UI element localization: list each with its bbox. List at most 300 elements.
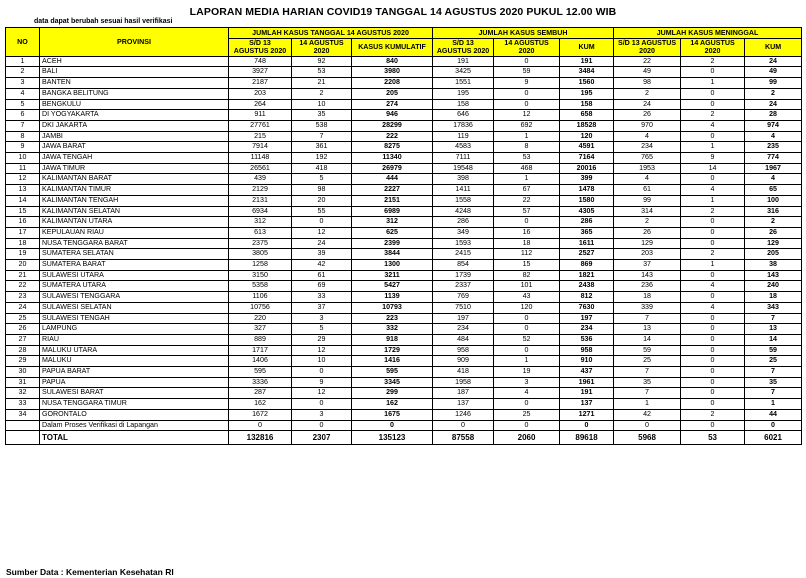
header-kasus-kumulatif: KASUS KUMULATIF [352, 38, 433, 56]
cell-kasus-14: 69 [292, 281, 352, 292]
table-row [6, 99, 802, 110]
cell-provinsi: SULAWESI TENGGARA [40, 292, 229, 303]
table-row [6, 174, 802, 185]
cell-provinsi: JAWA BARAT [40, 142, 229, 153]
cell-sembuh-kum: 191 [560, 56, 614, 67]
cell-sembuh-sd13: 7510 [433, 302, 494, 313]
cell-no: 17 [6, 227, 40, 238]
cell-kasus-kumulatif: 3844 [352, 249, 433, 260]
report-title: LAPORAN MEDIA HARIAN COVID19 TANGGAL 14 AGUSTUS 2020 PUKUL 12.00 WIB [189, 6, 617, 18]
table-row [6, 56, 802, 67]
header-group-meninggal: JUMLAH KASUS MENINGGAL [614, 28, 802, 39]
cell-meninggal-sd13: 14 [614, 334, 681, 345]
cell-kasus-sd13: 220 [229, 313, 292, 324]
cell-kasus-14: 12 [292, 345, 352, 356]
cell-kasus-kumulatif: 6989 [352, 206, 433, 217]
cell-sembuh-kum: 89618 [560, 431, 614, 445]
cell-sembuh-14: 52 [494, 334, 560, 345]
cell-sembuh-sd13: 1593 [433, 238, 494, 249]
cell-no: 10 [6, 153, 40, 164]
cell-meninggal-sd13: 49 [614, 67, 681, 78]
cell-meninggal-14: 0 [681, 270, 745, 281]
cell-sembuh-14: 120 [494, 302, 560, 313]
cell-no: 33 [6, 399, 40, 410]
header-no: NO [6, 28, 40, 57]
cell-sembuh-sd13: 909 [433, 356, 494, 367]
table-row [6, 420, 802, 431]
cell-meninggal-14: 0 [681, 99, 745, 110]
cell-kasus-kumulatif: 840 [352, 56, 433, 67]
cell-meninggal-kum: 26 [745, 227, 802, 238]
cell-kasus-14: 3 [292, 313, 352, 324]
cell-kasus-14: 33 [292, 292, 352, 303]
cell-sembuh-kum: 7164 [560, 153, 614, 164]
cell-sembuh-14: 8 [494, 142, 560, 153]
table-row [6, 409, 802, 420]
cell-sembuh-kum: 158 [560, 99, 614, 110]
cell-kasus-14: 3 [292, 409, 352, 420]
cell-meninggal-kum: 49 [745, 67, 802, 78]
cell-kasus-kumulatif: 135123 [352, 431, 433, 445]
cell-kasus-kumulatif: 0 [352, 420, 433, 431]
cell-kasus-kumulatif: 2151 [352, 195, 433, 206]
cell-kasus-sd13: 7914 [229, 142, 292, 153]
cell-meninggal-kum: 774 [745, 153, 802, 164]
covid-report-table [5, 27, 802, 445]
cell-meninggal-sd13: 59 [614, 345, 681, 356]
cell-meninggal-14: 0 [681, 88, 745, 99]
cell-no: 12 [6, 174, 40, 185]
cell-meninggal-kum: 2 [745, 217, 802, 228]
cell-sembuh-14: 0 [494, 399, 560, 410]
cell-meninggal-sd13: 2 [614, 88, 681, 99]
cell-sembuh-kum: 234 [560, 324, 614, 335]
cell-meninggal-sd13: 26 [614, 227, 681, 238]
cell-kasus-sd13: 1258 [229, 260, 292, 271]
cell-kasus-14: 418 [292, 163, 352, 174]
cell-meninggal-sd13: 339 [614, 302, 681, 313]
cell-sembuh-kum: 4591 [560, 142, 614, 153]
cell-provinsi: KALIMANTAN TIMUR [40, 185, 229, 196]
cell-meninggal-kum: 7 [745, 313, 802, 324]
cell-kasus-14: 42 [292, 260, 352, 271]
cell-provinsi: DKI JAKARTA [40, 120, 229, 131]
cell-meninggal-kum: 14 [745, 334, 802, 345]
cell-meninggal-kum: 343 [745, 302, 802, 313]
cell-meninggal-14: 1 [681, 78, 745, 89]
cell-kasus-14: 53 [292, 67, 352, 78]
cell-meninggal-14: 0 [681, 217, 745, 228]
cell-kasus-sd13: 613 [229, 227, 292, 238]
cell-meninggal-sd13: 26 [614, 110, 681, 121]
cell-no: 7 [6, 120, 40, 131]
cell-kasus-sd13: 595 [229, 367, 292, 378]
cell-kasus-sd13: 1672 [229, 409, 292, 420]
cell-kasus-14: 5 [292, 324, 352, 335]
cell-kasus-sd13: 2375 [229, 238, 292, 249]
cell-sembuh-sd13: 0 [433, 420, 494, 431]
cell-meninggal-sd13: 203 [614, 249, 681, 260]
cell-no: 24 [6, 302, 40, 313]
cell-kasus-kumulatif: 1675 [352, 409, 433, 420]
cell-meninggal-sd13: 2 [614, 217, 681, 228]
cell-kasus-kumulatif: 1139 [352, 292, 433, 303]
cell-sembuh-sd13: 197 [433, 313, 494, 324]
cell-kasus-14: 92 [292, 56, 352, 67]
cell-provinsi: JAWA TIMUR [40, 163, 229, 174]
cell-sembuh-sd13: 187 [433, 388, 494, 399]
cell-sembuh-kum: 958 [560, 345, 614, 356]
cell-sembuh-sd13: 854 [433, 260, 494, 271]
table-row [6, 388, 802, 399]
cell-provinsi: SULAWESI TENGAH [40, 313, 229, 324]
cell-sembuh-sd13: 234 [433, 324, 494, 335]
cell-provinsi: Dalam Proses Verifikasi di Lapangan [40, 420, 229, 431]
cell-meninggal-kum: 24 [745, 99, 802, 110]
cell-kasus-kumulatif: 625 [352, 227, 433, 238]
cell-provinsi: SUMATERA BARAT [40, 260, 229, 271]
cell-sembuh-14: 0 [494, 56, 560, 67]
cell-meninggal-14: 0 [681, 334, 745, 345]
cell-sembuh-kum: 191 [560, 388, 614, 399]
cell-no: 27 [6, 334, 40, 345]
header-meninggal-14: 14 AGUSTUS 2020 [681, 38, 745, 56]
cell-meninggal-sd13: 236 [614, 281, 681, 292]
table-row [6, 345, 802, 356]
cell-meninggal-14: 4 [681, 281, 745, 292]
cell-meninggal-kum: 4 [745, 174, 802, 185]
cell-meninggal-sd13: 1 [614, 399, 681, 410]
cell-sembuh-14: 1 [494, 174, 560, 185]
cell-meninggal-sd13: 5968 [614, 431, 681, 445]
cell-sembuh-sd13: 137 [433, 399, 494, 410]
table-row [6, 356, 802, 367]
cell-sembuh-14: 4 [494, 388, 560, 399]
cell-no: 34 [6, 409, 40, 420]
cell-no: 23 [6, 292, 40, 303]
table-row [6, 67, 802, 78]
cell-sembuh-sd13: 1958 [433, 377, 494, 388]
cell-sembuh-14: 19 [494, 367, 560, 378]
cell-sembuh-kum: 4305 [560, 206, 614, 217]
cell-meninggal-sd13: 13 [614, 324, 681, 335]
cell-kasus-kumulatif: 222 [352, 131, 433, 142]
cell-kasus-14: 12 [292, 388, 352, 399]
cell-kasus-14: 0 [292, 420, 352, 431]
cell-kasus-kumulatif: 918 [352, 334, 433, 345]
cell-sembuh-14: 0 [494, 324, 560, 335]
cell-kasus-14: 7 [292, 131, 352, 142]
cell-kasus-sd13: 10756 [229, 302, 292, 313]
cell-kasus-kumulatif: 274 [352, 99, 433, 110]
cell-no: 6 [6, 110, 40, 121]
cell-sembuh-kum: 197 [560, 313, 614, 324]
cell-provinsi: KALIMANTAN TENGAH [40, 195, 229, 206]
cell-meninggal-kum: 4 [745, 131, 802, 142]
cell-kasus-kumulatif: 1729 [352, 345, 433, 356]
cell-sembuh-sd13: 191 [433, 56, 494, 67]
cell-sembuh-sd13: 17836 [433, 120, 494, 131]
cell-kasus-14: 361 [292, 142, 352, 153]
cell-sembuh-14: 57 [494, 206, 560, 217]
cell-no: 31 [6, 377, 40, 388]
cell-meninggal-sd13: 37 [614, 260, 681, 271]
cell-sembuh-sd13: 4583 [433, 142, 494, 153]
cell-meninggal-14: 53 [681, 431, 745, 445]
header-meninggal-kum: KUM [745, 38, 802, 56]
cell-sembuh-14: 15 [494, 260, 560, 271]
cell-provinsi: RIAU [40, 334, 229, 345]
table-row [6, 334, 802, 345]
cell-no: 26 [6, 324, 40, 335]
cell-kasus-14: 2 [292, 88, 352, 99]
cell-meninggal-14: 0 [681, 227, 745, 238]
cell-meninggal-14: 0 [681, 292, 745, 303]
table-row [6, 249, 802, 260]
cell-kasus-kumulatif: 444 [352, 174, 433, 185]
cell-kasus-14: 24 [292, 238, 352, 249]
cell-kasus-14: 192 [292, 153, 352, 164]
cell-meninggal-14: 0 [681, 174, 745, 185]
cell-kasus-14: 98 [292, 185, 352, 196]
cell-kasus-kumulatif: 205 [352, 88, 433, 99]
cell-meninggal-kum: 316 [745, 206, 802, 217]
cell-kasus-sd13: 27761 [229, 120, 292, 131]
cell-provinsi: JAWA TENGAH [40, 153, 229, 164]
cell-kasus-14: 55 [292, 206, 352, 217]
cell-provinsi: SUMATERA SELATAN [40, 249, 229, 260]
cell-kasus-14: 0 [292, 217, 352, 228]
cell-kasus-kumulatif: 2227 [352, 185, 433, 196]
cell-kasus-14: 0 [292, 399, 352, 410]
cell-provinsi: ACEH [40, 56, 229, 67]
cell-kasus-sd13: 203 [229, 88, 292, 99]
cell-kasus-sd13: 3150 [229, 270, 292, 281]
cell-sembuh-14: 2060 [494, 431, 560, 445]
cell-sembuh-kum: 2527 [560, 249, 614, 260]
cell-sembuh-sd13: 2415 [433, 249, 494, 260]
cell-provinsi: NUSA TENGGARA TIMUR [40, 399, 229, 410]
cell-no: 19 [6, 249, 40, 260]
cell-kasus-kumulatif: 26979 [352, 163, 433, 174]
cell-provinsi: SULAWESI UTARA [40, 270, 229, 281]
cell-sembuh-14: 18 [494, 238, 560, 249]
cell-sembuh-kum: 2438 [560, 281, 614, 292]
cell-sembuh-kum: 195 [560, 88, 614, 99]
cell-no: 8 [6, 131, 40, 142]
cell-no: 3 [6, 78, 40, 89]
cell-provinsi: SUMATERA UTARA [40, 281, 229, 292]
cell-sembuh-14: 22 [494, 195, 560, 206]
cell-kasus-sd13: 327 [229, 324, 292, 335]
cell-kasus-14: 21 [292, 78, 352, 89]
cell-meninggal-kum: 205 [745, 249, 802, 260]
cell-kasus-kumulatif: 3345 [352, 377, 433, 388]
cell-sembuh-kum: 658 [560, 110, 614, 121]
table-row [6, 78, 802, 89]
cell-no: 22 [6, 281, 40, 292]
cell-sembuh-14: 101 [494, 281, 560, 292]
cell-meninggal-kum: 235 [745, 142, 802, 153]
cell-meninggal-sd13: 24 [614, 99, 681, 110]
cell-no: 1 [6, 56, 40, 67]
cell-sembuh-kum: 365 [560, 227, 614, 238]
cell-kasus-sd13: 162 [229, 399, 292, 410]
cell-meninggal-kum: 65 [745, 185, 802, 196]
cell-sembuh-sd13: 646 [433, 110, 494, 121]
cell-kasus-sd13: 1406 [229, 356, 292, 367]
cell-sembuh-sd13: 286 [433, 217, 494, 228]
table-body [6, 56, 802, 445]
cell-meninggal-sd13: 7 [614, 367, 681, 378]
table-row [6, 324, 802, 335]
cell-no: 16 [6, 217, 40, 228]
cell-meninggal-14: 0 [681, 67, 745, 78]
cell-kasus-sd13: 264 [229, 99, 292, 110]
cell-meninggal-sd13: 0 [614, 420, 681, 431]
cell-kasus-sd13: 215 [229, 131, 292, 142]
table-row [6, 153, 802, 164]
cell-meninggal-14: 4 [681, 302, 745, 313]
cell-meninggal-14: 2 [681, 110, 745, 121]
cell-kasus-14: 39 [292, 249, 352, 260]
cell-meninggal-kum: 143 [745, 270, 802, 281]
cell-meninggal-kum: 59 [745, 345, 802, 356]
cell-provinsi: LAMPUNG [40, 324, 229, 335]
cell-meninggal-14: 4 [681, 120, 745, 131]
cell-sembuh-sd13: 87558 [433, 431, 494, 445]
cell-no [6, 420, 40, 431]
cell-sembuh-kum: 910 [560, 356, 614, 367]
cell-meninggal-14: 0 [681, 367, 745, 378]
cell-sembuh-14: 82 [494, 270, 560, 281]
cell-sembuh-kum: 1611 [560, 238, 614, 249]
cell-meninggal-kum: 44 [745, 409, 802, 420]
table-row [6, 206, 802, 217]
cell-kasus-kumulatif: 332 [352, 324, 433, 335]
cell-provinsi: JAMBI [40, 131, 229, 142]
cell-kasus-sd13: 1717 [229, 345, 292, 356]
header-sembuh-sd13: S/D 13 AGUSTUS 2020 [433, 38, 494, 56]
cell-meninggal-14: 0 [681, 377, 745, 388]
cell-sembuh-kum: 812 [560, 292, 614, 303]
cell-kasus-kumulatif: 8275 [352, 142, 433, 153]
table-row [6, 313, 802, 324]
cell-sembuh-kum: 1271 [560, 409, 614, 420]
cell-no: 28 [6, 345, 40, 356]
cell-sembuh-kum: 20016 [560, 163, 614, 174]
cell-meninggal-14: 0 [681, 399, 745, 410]
cell-sembuh-sd13: 195 [433, 88, 494, 99]
cell-kasus-14: 2307 [292, 431, 352, 445]
cell-provinsi: BALI [40, 67, 229, 78]
cell-kasus-14: 9 [292, 377, 352, 388]
cell-kasus-sd13: 2187 [229, 78, 292, 89]
cell-kasus-sd13: 439 [229, 174, 292, 185]
cell-kasus-kumulatif: 162 [352, 399, 433, 410]
cell-meninggal-kum: 7 [745, 388, 802, 399]
cell-provinsi: KALIMANTAN SELATAN [40, 206, 229, 217]
cell-provinsi: KEPULAUAN RIAU [40, 227, 229, 238]
cell-kasus-sd13: 2131 [229, 195, 292, 206]
header-sembuh-kum: KUM [560, 38, 614, 56]
cell-provinsi: NUSA TENGGARA BARAT [40, 238, 229, 249]
cell-sembuh-kum: 0 [560, 420, 614, 431]
cell-provinsi: SULAWESI BARAT [40, 388, 229, 399]
cell-kasus-sd13: 889 [229, 334, 292, 345]
cell-sembuh-sd13: 398 [433, 174, 494, 185]
cell-meninggal-14: 1 [681, 195, 745, 206]
cell-sembuh-kum: 536 [560, 334, 614, 345]
cell-sembuh-sd13: 1739 [433, 270, 494, 281]
cell-kasus-14: 35 [292, 110, 352, 121]
table-row [6, 88, 802, 99]
cell-kasus-kumulatif: 1416 [352, 356, 433, 367]
cell-meninggal-sd13: 765 [614, 153, 681, 164]
table-row [6, 142, 802, 153]
table-row [6, 270, 802, 281]
cell-meninggal-14: 0 [681, 356, 745, 367]
table-row [6, 227, 802, 238]
cell-meninggal-kum: 2 [745, 88, 802, 99]
source-note: Sumber Data : Kementerian Kesehatan RI [6, 567, 174, 577]
cell-meninggal-sd13: 7 [614, 388, 681, 399]
cell-sembuh-sd13: 958 [433, 345, 494, 356]
header-meninggal-sd13: S/D 13 AGUSTUS 2020 [614, 38, 681, 56]
cell-provinsi: DI YOGYAKARTA [40, 110, 229, 121]
cell-meninggal-14: 14 [681, 163, 745, 174]
header-sembuh-14: 14 AGUSTUS 2020 [494, 38, 560, 56]
cell-sembuh-sd13: 158 [433, 99, 494, 110]
cell-no: 29 [6, 356, 40, 367]
cell-sembuh-sd13: 119 [433, 131, 494, 142]
table-row [6, 110, 802, 121]
cell-kasus-sd13: 287 [229, 388, 292, 399]
cell-kasus-kumulatif: 2208 [352, 78, 433, 89]
cell-kasus-sd13: 1106 [229, 292, 292, 303]
cell-kasus-14: 37 [292, 302, 352, 313]
cell-sembuh-sd13: 1411 [433, 185, 494, 196]
cell-kasus-14: 12 [292, 227, 352, 238]
cell-kasus-14: 0 [292, 367, 352, 378]
cell-sembuh-14: 53 [494, 153, 560, 164]
cell-kasus-kumulatif: 223 [352, 313, 433, 324]
cell-sembuh-kum: 120 [560, 131, 614, 142]
cell-provinsi: GORONTALO [40, 409, 229, 420]
cell-meninggal-14: 2 [681, 249, 745, 260]
cell-provinsi: PAPUA BARAT [40, 367, 229, 378]
cell-kasus-sd13: 3336 [229, 377, 292, 388]
table-row [6, 367, 802, 378]
cell-meninggal-sd13: 22 [614, 56, 681, 67]
cell-no: 9 [6, 142, 40, 153]
table-row [6, 238, 802, 249]
cell-meninggal-kum: 129 [745, 238, 802, 249]
cell-kasus-14: 10 [292, 356, 352, 367]
cell-meninggal-sd13: 1953 [614, 163, 681, 174]
cell-kasus-sd13: 11148 [229, 153, 292, 164]
cell-sembuh-14: 0 [494, 420, 560, 431]
cell-no: 30 [6, 367, 40, 378]
cell-kasus-kumulatif: 2399 [352, 238, 433, 249]
cell-meninggal-kum: 24 [745, 56, 802, 67]
cell-kasus-kumulatif: 11340 [352, 153, 433, 164]
header-provinsi: PROVINSI [40, 28, 229, 57]
cell-no: 13 [6, 185, 40, 196]
cell-meninggal-sd13: 35 [614, 377, 681, 388]
cell-sembuh-sd13: 3425 [433, 67, 494, 78]
table-row [6, 185, 802, 196]
